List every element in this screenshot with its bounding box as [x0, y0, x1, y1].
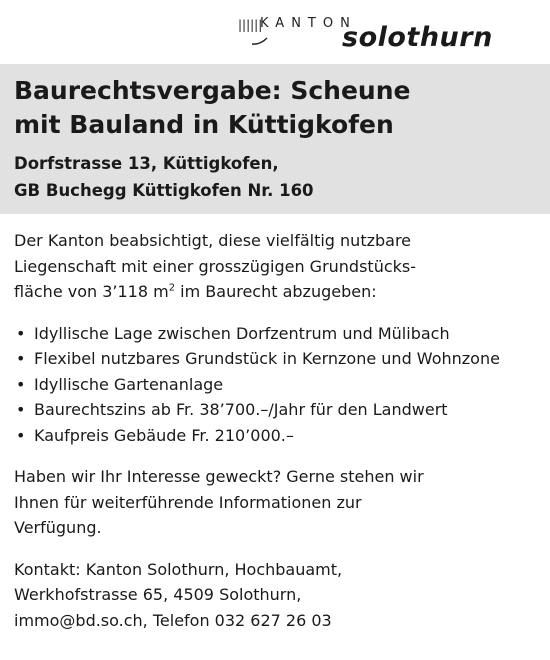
title-line-1: Baurechtsvergabe: Scheune [14, 76, 411, 105]
intro-line-1: Der Kanton beabsichtigt, diese vielfältig nutzbare [14, 231, 412, 250]
page-title [14, 74, 534, 142]
property-address [14, 150, 534, 204]
interest-line-1: Haben wir Ihr Interesse geweckt? Gerne stehen wir [14, 467, 424, 486]
logo-solothurn-text: solothurn [342, 22, 493, 53]
list-item: • Idyllische Gartenanlage [14, 372, 540, 398]
feature-list [14, 321, 540, 449]
logo-marks: |||||| [238, 18, 263, 32]
interest-line-2: Ihnen für weiterführende Informationen zur [14, 492, 362, 512]
list-item: • Idyllische Lage zwischen Dorfzentrum und Mülibach [14, 321, 540, 347]
contact-line-3: immo@bd.so.ch, Telefon 032 627 26 03 [14, 610, 332, 630]
intro-line-3-before: fläche von 3’118 m [14, 282, 169, 301]
logo-swoosh-icon [250, 36, 270, 46]
contact-paragraph [14, 557, 540, 634]
address-line-1: Dorfstrasse 13, Küttigkofen, [14, 154, 279, 173]
title-line-2: mit Bauland in Küttigkofen [14, 110, 394, 139]
logo-kanton-text: KANTON [260, 16, 357, 31]
list-item: • Baurechtszins ab Fr. 38’700.–/Jahr für den Landwert [14, 397, 540, 423]
address-line-2: GB Buchegg Küttigkofen Nr. 160 [14, 181, 314, 200]
contact-line-2: Werkhofstrasse 65, 4509 Solothurn, [14, 585, 302, 604]
interest-line-3: Verfügung. [14, 518, 102, 537]
list-item: • Flexibel nutzbares Grundstück in Kernzone und Wohnzone [14, 346, 540, 372]
intro-line-3-after: im Baurecht abzugeben: [175, 282, 377, 301]
interest-paragraph [14, 464, 540, 541]
area-unit-exponent: 2 [168, 282, 176, 294]
list-item: • Kaufpreis Gebäude Fr. 210’000.– [14, 423, 540, 449]
intro-line-2: Liegenschaft mit einer grosszügigen Grundstücks- [14, 256, 417, 276]
kanton-solothurn-logo [238, 14, 538, 56]
contact-line-1: Kontakt: Kanton Solothurn, Hochbauamt, [14, 559, 343, 579]
announcement-body [14, 228, 540, 649]
intro-paragraph [14, 228, 540, 305]
